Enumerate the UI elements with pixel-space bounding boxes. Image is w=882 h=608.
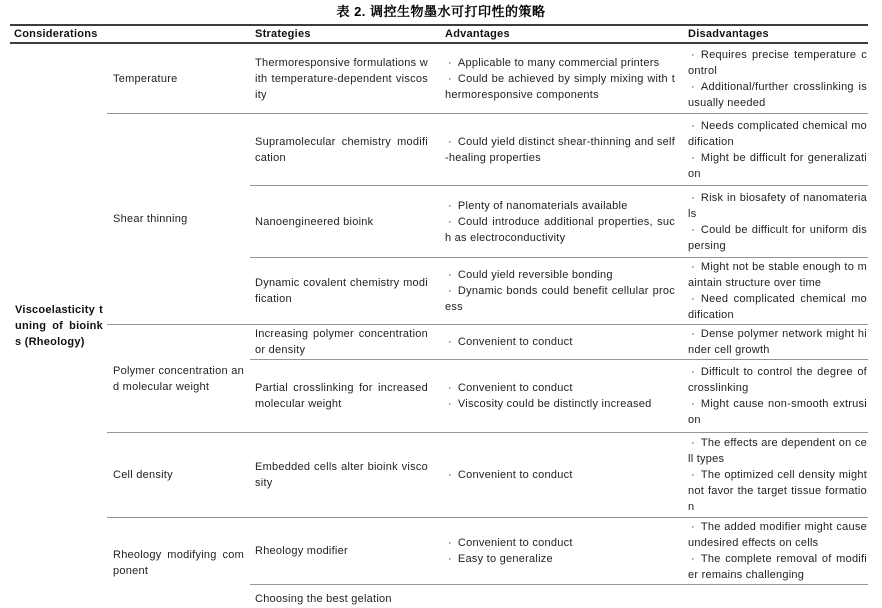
consideration-label: Rheology modifying component (113, 549, 244, 577)
bullet-text: Could introduce additional properties, such as electroconductivity (445, 215, 675, 244)
bullet-item (688, 364, 867, 396)
section-rows (250, 44, 868, 113)
bullet-dot-icon: · (448, 285, 452, 297)
strategy-text: Rheology modifier (255, 545, 348, 557)
bullet-item (445, 71, 675, 103)
advantages-cell (440, 518, 683, 584)
bullet-item (688, 222, 867, 254)
bullet-text: Plenty of nanomaterials available (457, 199, 628, 212)
bullet-dot-icon: · (448, 336, 452, 348)
bullet-text: Risk in biosafety of nanomaterials (688, 191, 867, 220)
strategy-text: Thermoresponsive formulations with temperature-dependent viscosity (255, 56, 428, 101)
disadvantages-cell (683, 585, 868, 608)
section-rows (250, 518, 868, 608)
bullet-text: Could yield reversible bonding (457, 269, 613, 281)
bullet-item (445, 467, 675, 483)
bullet-item (688, 435, 867, 467)
consideration-section (107, 324, 868, 432)
bullet-text: Convenient to conduct (457, 537, 573, 549)
strategy-cell (250, 186, 440, 257)
strategy-cell (250, 360, 440, 432)
bullet-item (445, 283, 675, 315)
table-row (250, 44, 868, 113)
bullet-text: Requires precise temperature control (688, 48, 867, 77)
table-row (250, 325, 868, 359)
strategy-text: Choosing the best gelation (255, 593, 392, 605)
table-row (250, 114, 868, 185)
advantages-cell (440, 186, 683, 257)
strategy-cell (250, 114, 440, 185)
bullet-text: Might not be stable enough to maintain structure over time (688, 261, 867, 289)
bullet-dot-icon: · (691, 80, 695, 93)
bullet-text: The optimized cell density might not favor the target tissue formation (688, 469, 867, 513)
col-header-disadvantages: Disadvantages (688, 28, 769, 40)
bullet-item (688, 467, 867, 515)
strategy-cell (250, 585, 440, 608)
disadvantages-cell (683, 44, 868, 113)
bullet-item (445, 380, 675, 396)
bullet-item (445, 334, 675, 350)
strategy-cell (250, 325, 440, 359)
bullet-text: Additional/further crosslinking is usually needed (688, 80, 867, 109)
bullet-text: Needs complicated chemical modification (688, 119, 867, 148)
bullet-dot-icon: · (448, 135, 452, 148)
strategy-text: Increasing polymer concentration or density (255, 328, 428, 356)
bullet-dot-icon: · (691, 261, 695, 273)
disadvantages-cell (683, 360, 868, 432)
bullet-text: The added modifier might cause undesired effects on cells (688, 521, 867, 549)
bullet-dot-icon: · (691, 119, 695, 132)
bullet-text: Could yield distinct shear-thinning and self-healing properties (445, 135, 675, 164)
bullet-item (688, 190, 867, 222)
bullet-dot-icon: · (448, 469, 452, 481)
bullet-item (445, 198, 675, 214)
bullet-item (445, 267, 675, 283)
col-header-advantages: Advantages (445, 28, 510, 40)
strategy-cell (250, 433, 440, 517)
consideration-cell (107, 433, 250, 517)
consideration-label: Polymer concentration and molecular weight (113, 364, 244, 393)
bullet-text: Easy to generalize (457, 553, 553, 565)
bullet-item (688, 519, 867, 551)
bullet-dot-icon: · (448, 553, 452, 565)
bullet-item (445, 214, 675, 246)
bullet-text: Viscosity could be distinctly increased (457, 398, 652, 410)
bullet-dot-icon: · (691, 151, 695, 164)
advantages-cell (440, 114, 683, 185)
table-row (250, 584, 868, 608)
advantages-cell (440, 433, 683, 517)
bullet-dot-icon: · (448, 269, 452, 281)
section-rows (250, 433, 868, 517)
strategy-cell (250, 258, 440, 324)
consideration-label: Temperature (113, 72, 178, 85)
bullet-item (688, 118, 867, 150)
consideration-cell (107, 325, 250, 432)
bullet-dot-icon: · (691, 437, 695, 449)
bullet-text: Convenient to conduct (457, 469, 573, 481)
bullet-dot-icon: · (691, 521, 695, 533)
bullet-item (688, 291, 867, 323)
consideration-section (107, 44, 868, 113)
consideration-cell (107, 44, 250, 113)
bullet-item (445, 535, 675, 551)
bullet-item (688, 47, 867, 79)
bullet-text: Could be difficult for uniform dispersing (688, 223, 867, 252)
table-row (250, 257, 868, 324)
advantages-cell (440, 258, 683, 324)
advantages-cell (440, 585, 683, 608)
table-title: 表 2. 调控生物墨水可打印性的策略 (336, 4, 546, 19)
disadvantages-cell (683, 433, 868, 517)
consideration-cell (107, 518, 250, 608)
bullet-item (688, 326, 867, 358)
bullet-text: Convenient to conduct (457, 382, 573, 394)
bullet-text: Might be difficult for generalization (688, 151, 867, 180)
sections-container (107, 44, 868, 608)
table-row (250, 185, 868, 257)
consideration-section (107, 432, 868, 517)
bullet-text: The complete removal of modifier remains challenging (688, 553, 867, 581)
bullet-dot-icon: · (448, 72, 452, 85)
bullet-dot-icon: · (691, 48, 695, 61)
section-rows (250, 325, 868, 432)
bullet-item (688, 79, 867, 111)
disadvantages-cell (683, 518, 868, 584)
strategy-cell (250, 44, 440, 113)
strategy-text: Supramolecular chemistry modification (255, 135, 428, 164)
consideration-section (107, 517, 868, 608)
consideration-label: Cell density (113, 469, 173, 481)
table-row (250, 359, 868, 432)
consideration-cell (107, 114, 250, 324)
table-row (250, 518, 868, 584)
bullet-item (445, 55, 675, 71)
bullet-text: Difficult to control the degree of crosslinking (688, 366, 867, 394)
section-rows (250, 114, 868, 324)
bullet-dot-icon: · (448, 215, 452, 228)
strategy-text: Nanoengineered bioink (255, 215, 374, 228)
bullet-dot-icon: · (448, 398, 452, 410)
strategy-text: Partial crosslinking for increased molecular weight (255, 382, 428, 410)
bullet-text: Could be achieved by simply mixing with thermoresponsive components (445, 72, 675, 101)
bullet-dot-icon: · (691, 469, 695, 481)
strategies-table (10, 24, 868, 608)
table-body (10, 44, 868, 608)
consideration-group-cell (10, 44, 107, 608)
advantages-cell (440, 44, 683, 113)
bullet-text: Dense polymer network might hinder cell growth (688, 328, 867, 356)
consideration-section (107, 113, 868, 324)
bullet-item (688, 150, 867, 182)
disadvantages-cell (683, 258, 868, 324)
bullet-dot-icon: · (691, 553, 695, 565)
bullet-dot-icon: · (448, 56, 452, 69)
disadvantages-cell (683, 325, 868, 359)
bullet-dot-icon: · (691, 293, 695, 305)
disadvantages-cell (683, 114, 868, 185)
bullet-text: Dynamic bonds could benefit cellular process (445, 285, 675, 313)
bullet-dot-icon: · (691, 366, 695, 378)
bullet-text: Convenient to conduct (457, 336, 573, 348)
advantages-cell (440, 325, 683, 359)
strategy-cell (250, 518, 440, 584)
strategy-text: Dynamic covalent chemistry modification (255, 277, 428, 305)
bullet-dot-icon: · (691, 398, 695, 410)
table-header-row (10, 24, 868, 44)
bullet-dot-icon: · (691, 328, 695, 340)
bullet-item (688, 396, 867, 428)
bullet-dot-icon: · (691, 191, 695, 204)
bullet-item (445, 134, 675, 166)
bullet-item (688, 551, 867, 583)
bullet-text: The effects are dependent on cell types (688, 437, 867, 465)
bullet-item (445, 396, 675, 412)
advantages-cell (440, 360, 683, 432)
consideration-group-label: Viscoelasticity tuning of bioinks (Rheology) (15, 304, 103, 348)
bullet-text: Might cause non-smooth extrusion (688, 398, 867, 426)
bullet-dot-icon: · (448, 537, 452, 549)
col-header-considerations: Considerations (14, 28, 98, 40)
bullet-text: Need complicated chemical modification (688, 293, 867, 321)
bullet-text: Applicable to many commercial printers (457, 56, 660, 69)
bullet-dot-icon: · (448, 382, 452, 394)
bullet-item (688, 259, 867, 291)
bullet-item (445, 551, 675, 567)
col-header-strategies: Strategies (255, 28, 311, 40)
consideration-label: Shear thinning (113, 213, 188, 225)
bullet-dot-icon: · (691, 223, 695, 236)
disadvantages-cell (683, 186, 868, 257)
table-row (250, 433, 868, 517)
strategy-text: Embedded cells alter bioink viscosity (255, 461, 428, 489)
bullet-dot-icon: · (448, 199, 452, 212)
